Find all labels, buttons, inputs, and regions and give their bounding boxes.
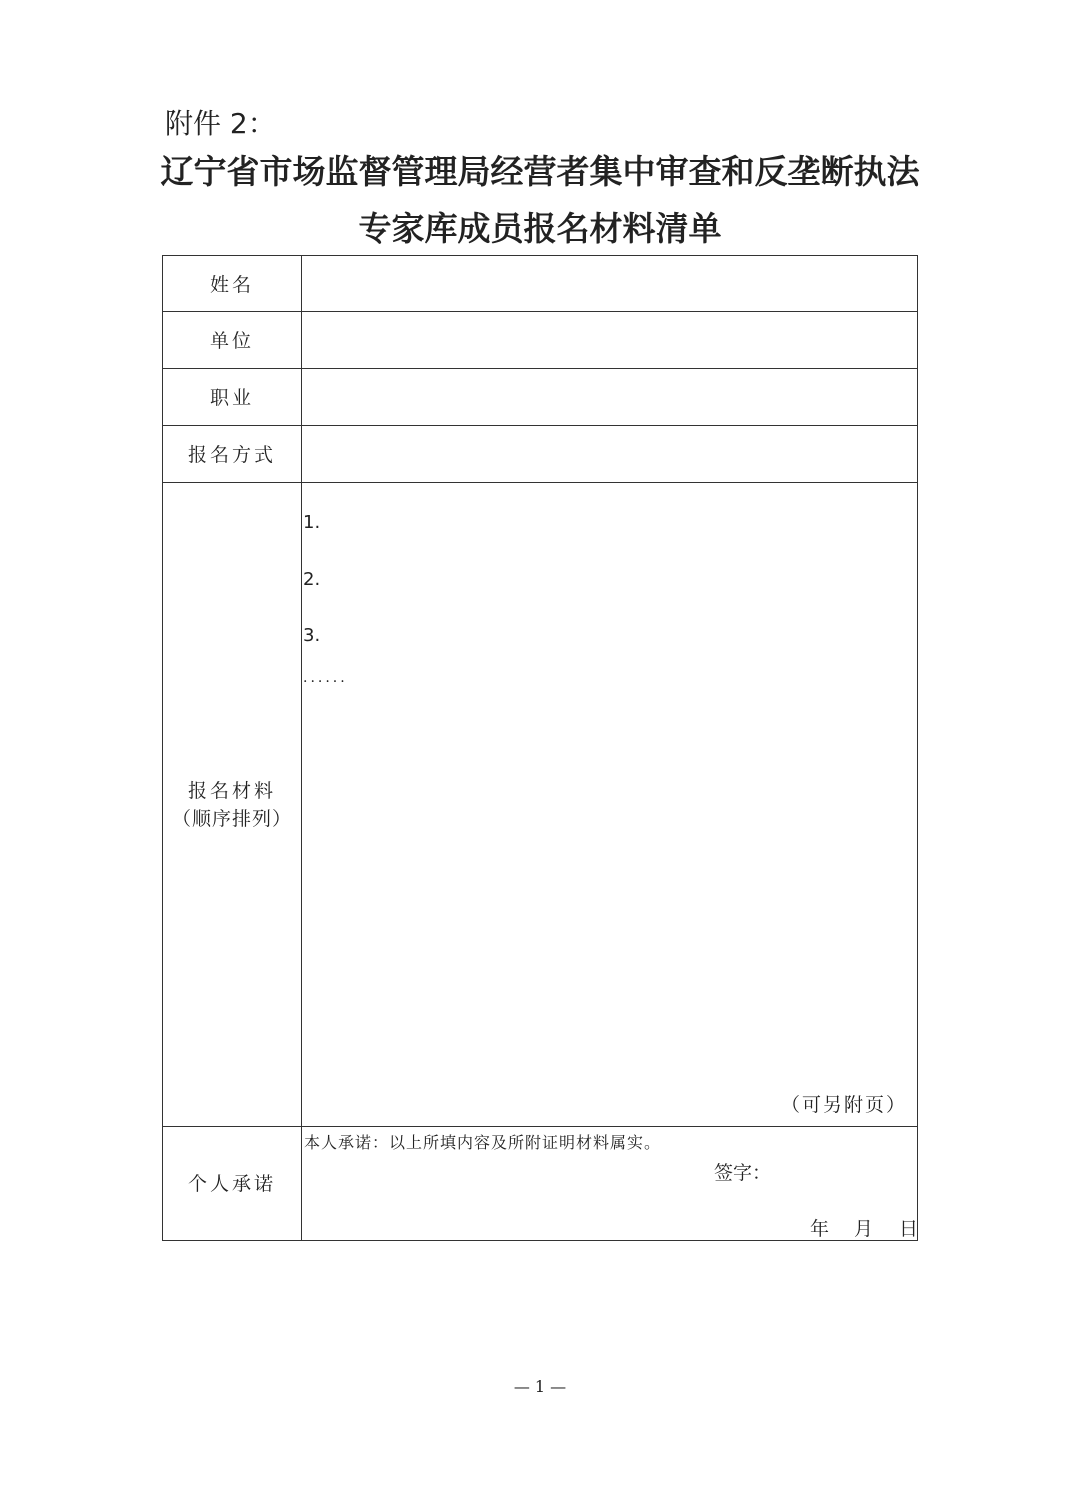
materials-item-1: 1.	[303, 512, 321, 533]
date-year: 年	[810, 1218, 830, 1240]
row-divider	[163, 425, 917, 426]
attachment-label: 附件 2：	[165, 107, 276, 140]
materials-ellipsis: ......	[303, 670, 348, 686]
label-commitment: 个人承诺	[187, 1173, 276, 1195]
date-month: 月	[854, 1218, 874, 1240]
registration-form-table	[162, 255, 918, 1241]
column-divider	[301, 256, 302, 1240]
row-divider	[163, 368, 917, 369]
signature-label: 签字：	[714, 1162, 772, 1184]
commitment-text: 本人承诺：以上所填内容及所附证明材料属实。	[304, 1133, 662, 1152]
label-materials: 报名材料	[187, 780, 276, 802]
row-divider	[163, 1126, 917, 1127]
title-line-2: 专家库成员报名材料清单	[358, 209, 722, 248]
label-occupation: 职业	[209, 387, 254, 409]
page-number: — 1 —	[513, 1377, 567, 1396]
row-divider	[163, 482, 917, 483]
row-divider	[163, 311, 917, 312]
materials-item-2: 2.	[303, 569, 321, 590]
extra-pages-note: （可另附页）	[780, 1094, 907, 1116]
materials-item-3: 3.	[303, 625, 321, 646]
label-name: 姓名	[209, 274, 254, 296]
label-contact: 报名方式	[187, 444, 276, 466]
label-organization: 单位	[209, 330, 254, 352]
title-line-1: 辽宁省市场监督管理局经营者集中审查和反垄断执法	[160, 152, 920, 191]
label-materials-order: （顺序排列）	[171, 808, 292, 830]
date-day: 日	[899, 1218, 919, 1240]
